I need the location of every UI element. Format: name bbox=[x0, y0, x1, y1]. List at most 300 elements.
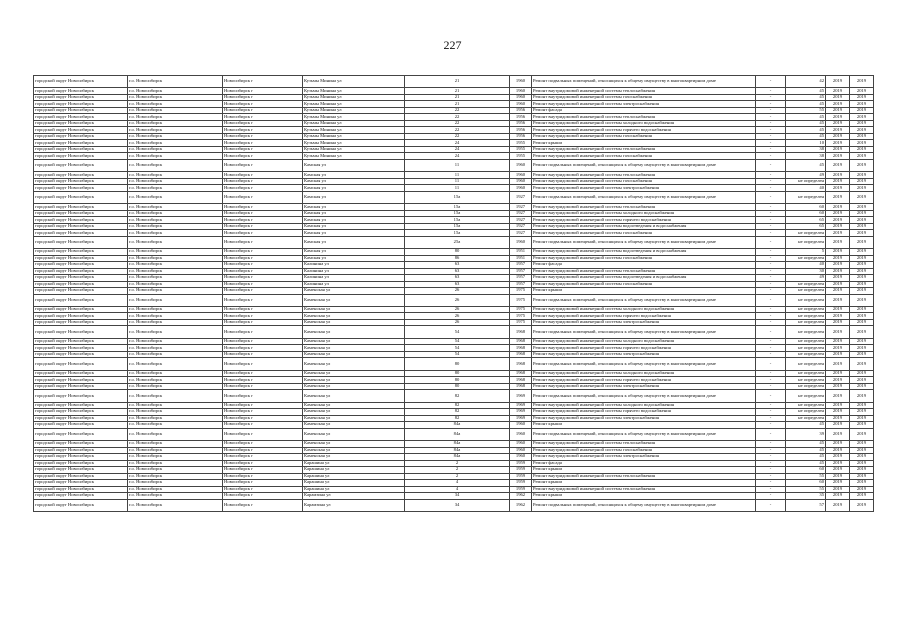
work-type-cell: Ремонт внутридомовой инженерной системы водоотведения и водоснабжения bbox=[532, 249, 756, 256]
table-row bbox=[34, 76, 874, 88]
municipality-cell: г.о. Новосибирск bbox=[128, 217, 223, 224]
city-cell: Новосибирск г bbox=[223, 114, 303, 121]
dash-cell: - bbox=[756, 76, 786, 88]
municipality-cell: г.о. Новосибирск bbox=[128, 486, 223, 493]
city-cell: Новосибирск г bbox=[223, 120, 303, 127]
municipality-cell: г.о. Новосибирск bbox=[128, 351, 223, 358]
municipality-cell: г.о. Новосибирск bbox=[128, 370, 223, 377]
street-cell: Карамзина ул bbox=[303, 499, 405, 511]
dash-cell: - bbox=[756, 153, 786, 160]
dash-cell: - bbox=[756, 223, 786, 230]
house-number-cell: 80 bbox=[405, 249, 510, 256]
street-cell: Каменская ул bbox=[303, 306, 405, 313]
dash-cell: - bbox=[756, 281, 786, 288]
cost-cell: 45 bbox=[786, 447, 826, 454]
cost-cell: 40 bbox=[786, 185, 826, 192]
municipality-cell: г.о. Новосибирск bbox=[128, 88, 223, 95]
plan-year-start-cell: 2019 bbox=[826, 288, 850, 295]
municipality-cell: г.о. Новосибирск bbox=[128, 281, 223, 288]
work-type-cell: Ремонт внутридомовой инженерной системы теплоснабжения bbox=[532, 268, 756, 275]
dash-cell: - bbox=[756, 306, 786, 313]
district-cell: городской округ Новосибирск bbox=[34, 351, 128, 358]
plan-year-end-cell: 2019 bbox=[850, 493, 874, 500]
cost-cell: 60 bbox=[786, 480, 826, 487]
cost-cell: 55 bbox=[786, 486, 826, 493]
street-cell: Кузьмы Минина ул bbox=[303, 127, 405, 134]
cost-cell: 42 bbox=[786, 76, 826, 88]
house-number-cell: 54 bbox=[405, 345, 510, 352]
house-number-cell: 24 bbox=[405, 140, 510, 147]
cost-cell: не определен bbox=[786, 313, 826, 320]
year-built-cell: 1960 bbox=[510, 236, 532, 248]
house-number-cell: 11 bbox=[405, 172, 510, 179]
street-cell: Калинина ул bbox=[303, 268, 405, 275]
dash-cell: - bbox=[756, 178, 786, 185]
house-number-cell: 21 bbox=[405, 76, 510, 88]
plan-year-start-cell: 2019 bbox=[826, 178, 850, 185]
dash-cell: - bbox=[756, 338, 786, 345]
municipality-cell: г.о. Новосибирск bbox=[128, 326, 223, 338]
city-cell: Новосибирск г bbox=[223, 493, 303, 500]
street-cell: Кузьмы Минина ул bbox=[303, 133, 405, 140]
work-type-cell: Ремонт подвальных помещений, относящихся к общему имуществу в многоквартирном доме bbox=[532, 294, 756, 306]
year-built-cell: 1927 bbox=[510, 191, 532, 203]
work-type-cell: Ремонт внутридомовой инженерной системы электроснабжения bbox=[532, 415, 756, 422]
plan-year-end-cell: 2019 bbox=[850, 107, 874, 114]
district-cell: городской округ Новосибирск bbox=[34, 255, 128, 262]
cost-cell: 60 bbox=[786, 210, 826, 217]
city-cell: Новосибирск г bbox=[223, 377, 303, 384]
plan-year-start-cell: 2019 bbox=[826, 94, 850, 101]
work-type-cell: Ремонт подвальных помещений, относящихся к общему имуществу в многоквартирном доме bbox=[532, 236, 756, 248]
cost-cell: не определен bbox=[786, 338, 826, 345]
city-cell: Новосибирск г bbox=[223, 140, 303, 147]
street-cell: Кузьмы Минина ул bbox=[303, 153, 405, 160]
municipality-cell: г.о. Новосибирск bbox=[128, 338, 223, 345]
city-cell: Новосибирск г bbox=[223, 204, 303, 211]
plan-year-start-cell: 2019 bbox=[826, 146, 850, 153]
city-cell: Новосибирск г bbox=[223, 422, 303, 429]
cost-cell: 45 bbox=[786, 441, 826, 448]
plan-year-start-cell: 2019 bbox=[826, 223, 850, 230]
municipality-cell: г.о. Новосибирск bbox=[128, 230, 223, 237]
dash-cell: - bbox=[756, 114, 786, 121]
dash-cell: - bbox=[756, 493, 786, 500]
house-number-cell: 63 bbox=[405, 281, 510, 288]
municipality-cell: г.о. Новосибирск bbox=[128, 268, 223, 275]
street-cell: Каменская ул bbox=[303, 415, 405, 422]
municipality-cell: г.о. Новосибирск bbox=[128, 262, 223, 269]
work-type-cell: Ремонт фасада bbox=[532, 107, 756, 114]
district-cell: городской округ Новосибирск bbox=[34, 249, 128, 256]
work-type-cell: Ремонт внутридомовой инженерной системы горячего водоснабжения bbox=[532, 217, 756, 224]
street-cell: Калинина ул bbox=[303, 262, 405, 269]
plan-year-start-cell: 2019 bbox=[826, 467, 850, 474]
house-number-cell: 34 bbox=[405, 499, 510, 511]
cost-cell: не определен bbox=[786, 345, 826, 352]
year-built-cell: 1960 bbox=[510, 172, 532, 179]
city-cell: Новосибирск г bbox=[223, 281, 303, 288]
plan-year-end-cell: 2019 bbox=[850, 345, 874, 352]
district-cell: городской округ Новосибирск bbox=[34, 101, 128, 108]
work-type-cell: Ремонт подвальных помещений, относящихся к общему имуществу в многоквартирном доме bbox=[532, 159, 756, 171]
house-number-cell: 15а bbox=[405, 191, 510, 203]
plan-year-end-cell: 2019 bbox=[850, 441, 874, 448]
work-type-cell: Ремонт внутридомовой инженерной системы холодного водоснабжения bbox=[532, 402, 756, 409]
plan-year-start-cell: 2019 bbox=[826, 159, 850, 171]
city-cell: Новосибирск г bbox=[223, 217, 303, 224]
plan-year-start-cell: 2019 bbox=[826, 230, 850, 237]
cost-cell: 45 bbox=[786, 127, 826, 134]
year-built-cell: 1968 bbox=[510, 338, 532, 345]
work-type-cell: Ремонт внутридомовой инженерной системы газоснабжения bbox=[532, 133, 756, 140]
district-cell: городской округ Новосибирск bbox=[34, 390, 128, 402]
street-cell: Кузьмы Минина ул bbox=[303, 88, 405, 95]
district-cell: городской округ Новосибирск bbox=[34, 415, 128, 422]
cost-cell: 45 bbox=[786, 88, 826, 95]
municipality-cell: г.о. Новосибирск bbox=[128, 415, 223, 422]
district-cell: городской округ Новосибирск bbox=[34, 210, 128, 217]
dash-cell: - bbox=[756, 467, 786, 474]
city-cell: Новосибирск г bbox=[223, 351, 303, 358]
cost-cell: не определен bbox=[786, 294, 826, 306]
municipality-cell: г.о. Новосибирск bbox=[128, 127, 223, 134]
plan-year-end-cell: 2019 bbox=[850, 351, 874, 358]
work-type-cell: Ремонт крыши bbox=[532, 288, 756, 295]
plan-year-end-cell: 2019 bbox=[850, 447, 874, 454]
year-built-cell: 1975 bbox=[510, 306, 532, 313]
plan-year-start-cell: 2019 bbox=[826, 133, 850, 140]
plan-year-start-cell: 2019 bbox=[826, 402, 850, 409]
cost-cell: не определен bbox=[786, 390, 826, 402]
house-number-cell: 34 bbox=[405, 493, 510, 500]
cost-cell: 65 bbox=[786, 223, 826, 230]
work-type-cell: Ремонт внутридомовой инженерной системы холодного водоснабжения bbox=[532, 210, 756, 217]
capital-repair-table bbox=[33, 75, 874, 512]
street-cell: Каменская ул bbox=[303, 358, 405, 370]
plan-year-end-cell: 2019 bbox=[850, 133, 874, 140]
house-number-cell: 84а bbox=[405, 447, 510, 454]
district-cell: городской округ Новосибирск bbox=[34, 313, 128, 320]
year-built-cell: 1955 bbox=[510, 140, 532, 147]
work-type-cell: Ремонт подвальных помещений, относящихся к общему имуществу в многоквартирном доме bbox=[532, 428, 756, 440]
year-built-cell: 1960 bbox=[510, 88, 532, 95]
dash-cell: - bbox=[756, 390, 786, 402]
plan-year-start-cell: 2019 bbox=[826, 460, 850, 467]
city-cell: Новосибирск г bbox=[223, 191, 303, 203]
municipality-cell: г.о. Новосибирск bbox=[128, 467, 223, 474]
plan-year-end-cell: 2019 bbox=[850, 101, 874, 108]
plan-year-start-cell: 2019 bbox=[826, 217, 850, 224]
city-cell: Новосибирск г bbox=[223, 338, 303, 345]
house-number-cell: 26 bbox=[405, 294, 510, 306]
street-cell: Камская ул bbox=[303, 159, 405, 171]
cost-cell: 38 bbox=[786, 153, 826, 160]
year-built-cell: 1962 bbox=[510, 499, 532, 511]
municipality-cell: г.о. Новосибирск bbox=[128, 409, 223, 416]
dash-cell: - bbox=[756, 288, 786, 295]
plan-year-start-cell: 2019 bbox=[826, 107, 850, 114]
house-number-cell: 22 bbox=[405, 133, 510, 140]
district-cell: городской округ Новосибирск bbox=[34, 402, 128, 409]
municipality-cell: г.о. Новосибирск bbox=[128, 107, 223, 114]
year-built-cell: 1975 bbox=[510, 288, 532, 295]
district-cell: городской округ Новосибирск bbox=[34, 159, 128, 171]
plan-year-end-cell: 2019 bbox=[850, 94, 874, 101]
cost-cell: 45 bbox=[786, 94, 826, 101]
plan-year-start-cell: 2019 bbox=[826, 262, 850, 269]
plan-year-start-cell: 2019 bbox=[826, 88, 850, 95]
city-cell: Новосибирск г bbox=[223, 345, 303, 352]
house-number-cell: 2 bbox=[405, 467, 510, 474]
dash-cell: - bbox=[756, 319, 786, 326]
district-cell: городской округ Новосибирск bbox=[34, 338, 128, 345]
dash-cell: - bbox=[756, 217, 786, 224]
plan-year-start-cell: 2019 bbox=[826, 101, 850, 108]
cost-cell: не определен bbox=[786, 409, 826, 416]
plan-year-end-cell: 2019 bbox=[850, 383, 874, 390]
street-cell: Каменская ул bbox=[303, 313, 405, 320]
cost-cell: не определен bbox=[786, 255, 826, 262]
year-built-cell: 1969 bbox=[510, 409, 532, 416]
work-type-cell: Ремонт внутридомовой инженерной системы водоотведения и водоснабжения bbox=[532, 223, 756, 230]
municipality-cell: г.о. Новосибирск bbox=[128, 428, 223, 440]
municipality-cell: г.о. Новосибирск bbox=[128, 288, 223, 295]
cost-cell: 35 bbox=[786, 493, 826, 500]
work-type-cell: Ремонт подвальных помещений, относящихся к общему имуществу в многоквартирном доме bbox=[532, 499, 756, 511]
street-cell: Камская ул bbox=[303, 236, 405, 248]
plan-year-start-cell: 2019 bbox=[826, 319, 850, 326]
street-cell: Карашина ул bbox=[303, 467, 405, 474]
plan-year-end-cell: 2019 bbox=[850, 319, 874, 326]
dash-cell: - bbox=[756, 185, 786, 192]
district-cell: городской округ Новосибирск bbox=[34, 140, 128, 147]
work-type-cell: Ремонт подвальных помещений, относящихся к общему имуществу в многоквартирном доме bbox=[532, 326, 756, 338]
plan-year-end-cell: 2019 bbox=[850, 172, 874, 179]
house-number-cell: 86 bbox=[405, 255, 510, 262]
work-type-cell: Ремонт подвальных помещений, относящихся к общему имуществу в многоквартирном доме bbox=[532, 390, 756, 402]
district-cell: городской округ Новосибирск bbox=[34, 275, 128, 282]
street-cell: Камская ул bbox=[303, 210, 405, 217]
cost-cell: не определен bbox=[786, 236, 826, 248]
dash-cell: - bbox=[756, 159, 786, 171]
house-number-cell: 15а bbox=[405, 217, 510, 224]
street-cell: Карашина ул bbox=[303, 460, 405, 467]
street-cell: Камская ул bbox=[303, 185, 405, 192]
work-type-cell: Ремонт подвальных помещений, относящихся к общему имуществу в многоквартирном доме bbox=[532, 358, 756, 370]
city-cell: Новосибирск г bbox=[223, 313, 303, 320]
cost-cell: не определен bbox=[786, 358, 826, 370]
street-cell: Карашина ул bbox=[303, 486, 405, 493]
dash-cell: - bbox=[756, 120, 786, 127]
street-cell: Каменская ул bbox=[303, 409, 405, 416]
house-number-cell: 82 bbox=[405, 402, 510, 409]
plan-year-end-cell: 2019 bbox=[850, 499, 874, 511]
street-cell: Кузьмы Минина ул bbox=[303, 101, 405, 108]
cost-cell: 45 bbox=[786, 422, 826, 429]
street-cell: Камская ул bbox=[303, 223, 405, 230]
plan-year-end-cell: 2019 bbox=[850, 377, 874, 384]
cost-cell: не определен bbox=[786, 281, 826, 288]
house-number-cell: 63 bbox=[405, 268, 510, 275]
plan-year-start-cell: 2019 bbox=[826, 486, 850, 493]
year-built-cell: 1951 bbox=[510, 249, 532, 256]
district-cell: городской округ Новосибирск bbox=[34, 217, 128, 224]
cost-cell: не определен bbox=[786, 191, 826, 203]
plan-year-end-cell: 2019 bbox=[850, 236, 874, 248]
plan-year-start-cell: 2019 bbox=[826, 140, 850, 147]
house-number-cell: 26 bbox=[405, 319, 510, 326]
year-built-cell: 1969 bbox=[510, 415, 532, 422]
dash-cell: - bbox=[756, 255, 786, 262]
city-cell: Новосибирск г bbox=[223, 326, 303, 338]
year-built-cell: 1927 bbox=[510, 223, 532, 230]
city-cell: Новосибирск г bbox=[223, 133, 303, 140]
city-cell: Новосибирск г bbox=[223, 390, 303, 402]
year-built-cell: 1968 bbox=[510, 383, 532, 390]
house-number-cell: 11 bbox=[405, 178, 510, 185]
dash-cell: - bbox=[756, 402, 786, 409]
plan-year-start-cell: 2019 bbox=[826, 172, 850, 179]
dash-cell: - bbox=[756, 480, 786, 487]
municipality-cell: г.о. Новосибирск bbox=[128, 306, 223, 313]
plan-year-start-cell: 2019 bbox=[826, 338, 850, 345]
plan-year-start-cell: 2019 bbox=[826, 153, 850, 160]
dash-cell: - bbox=[756, 146, 786, 153]
district-cell: городской округ Новосибирск bbox=[34, 358, 128, 370]
year-built-cell: 1960 bbox=[510, 428, 532, 440]
work-type-cell: Ремонт внутридомовой инженерной системы горячего водоснабжения bbox=[532, 127, 756, 134]
work-type-cell: Ремонт внутридомовой инженерной системы теплоснабжения bbox=[532, 204, 756, 211]
plan-year-end-cell: 2019 bbox=[850, 326, 874, 338]
cost-cell: не определен bbox=[786, 306, 826, 313]
district-cell: городской округ Новосибирск bbox=[34, 133, 128, 140]
year-built-cell: 1956 bbox=[510, 120, 532, 127]
district-cell: городской округ Новосибирск bbox=[34, 422, 128, 429]
city-cell: Новосибирск г bbox=[223, 409, 303, 416]
year-built-cell: 1927 bbox=[510, 210, 532, 217]
city-cell: Новосибирск г bbox=[223, 454, 303, 461]
municipality-cell: г.о. Новосибирск bbox=[128, 383, 223, 390]
cost-cell: не определен bbox=[786, 415, 826, 422]
dash-cell: - bbox=[756, 441, 786, 448]
house-number-cell: 25а bbox=[405, 236, 510, 248]
table-body bbox=[34, 76, 874, 512]
city-cell: Новосибирск г bbox=[223, 383, 303, 390]
street-cell: Камская ул bbox=[303, 204, 405, 211]
street-cell: Каменская ул bbox=[303, 447, 405, 454]
city-cell: Новосибирск г bbox=[223, 101, 303, 108]
district-cell: городской округ Новосибирск bbox=[34, 191, 128, 203]
plan-year-end-cell: 2019 bbox=[850, 428, 874, 440]
city-cell: Новосибирск г bbox=[223, 486, 303, 493]
year-built-cell: 1968 bbox=[510, 370, 532, 377]
street-cell: Кузьмы Минина ул bbox=[303, 114, 405, 121]
plan-year-start-cell: 2019 bbox=[826, 185, 850, 192]
municipality-cell: г.о. Новосибирск bbox=[128, 480, 223, 487]
district-cell: городской округ Новосибирск bbox=[34, 153, 128, 160]
district-cell: городской округ Новосибирск bbox=[34, 447, 128, 454]
street-cell: Камская ул bbox=[303, 255, 405, 262]
dash-cell: - bbox=[756, 191, 786, 203]
year-built-cell: 1960 bbox=[510, 159, 532, 171]
street-cell: Камская ул bbox=[303, 249, 405, 256]
cost-cell: 45 bbox=[786, 114, 826, 121]
year-built-cell: 1957 bbox=[510, 262, 532, 269]
plan-year-start-cell: 2019 bbox=[826, 268, 850, 275]
city-cell: Новосибирск г bbox=[223, 159, 303, 171]
plan-year-end-cell: 2019 bbox=[850, 480, 874, 487]
city-cell: Новосибирск г bbox=[223, 210, 303, 217]
city-cell: Новосибирск г bbox=[223, 255, 303, 262]
house-number-cell: 2 bbox=[405, 473, 510, 480]
district-cell: городской округ Новосибирск bbox=[34, 268, 128, 275]
house-number-cell: 80 bbox=[405, 383, 510, 390]
dash-cell: - bbox=[756, 94, 786, 101]
plan-year-start-cell: 2019 bbox=[826, 114, 850, 121]
dash-cell: - bbox=[756, 370, 786, 377]
work-type-cell: Ремонт внутридомовой инженерной системы теплоснабжения bbox=[532, 146, 756, 153]
district-cell: городской округ Новосибирск bbox=[34, 204, 128, 211]
city-cell: Новосибирск г bbox=[223, 415, 303, 422]
district-cell: городской округ Новосибирск bbox=[34, 493, 128, 500]
street-cell: Каменская ул bbox=[303, 326, 405, 338]
municipality-cell: г.о. Новосибирск bbox=[128, 294, 223, 306]
city-cell: Новосибирск г bbox=[223, 428, 303, 440]
dash-cell: - bbox=[756, 499, 786, 511]
year-built-cell: 1951 bbox=[510, 255, 532, 262]
table-row bbox=[34, 159, 874, 171]
street-cell: Карашина ул bbox=[303, 480, 405, 487]
plan-year-end-cell: 2019 bbox=[850, 76, 874, 88]
dash-cell: - bbox=[756, 230, 786, 237]
city-cell: Новосибирск г bbox=[223, 370, 303, 377]
year-built-cell: 1969 bbox=[510, 402, 532, 409]
municipality-cell: г.о. Новосибирск bbox=[128, 76, 223, 88]
plan-year-start-cell: 2019 bbox=[826, 409, 850, 416]
year-built-cell: 1968 bbox=[510, 351, 532, 358]
municipality-cell: г.о. Новосибирск bbox=[128, 377, 223, 384]
district-cell: городской округ Новосибирск bbox=[34, 428, 128, 440]
municipality-cell: г.о. Новосибирск bbox=[128, 114, 223, 121]
plan-year-end-cell: 2019 bbox=[850, 338, 874, 345]
house-number-cell: 82 bbox=[405, 415, 510, 422]
plan-year-start-cell: 2019 bbox=[826, 499, 850, 511]
work-type-cell: Ремонт внутридомовой инженерной системы теплоснабжения bbox=[532, 441, 756, 448]
plan-year-start-cell: 2019 bbox=[826, 255, 850, 262]
dash-cell: - bbox=[756, 210, 786, 217]
house-number-cell: 22 bbox=[405, 127, 510, 134]
district-cell: городской округ Новосибирск bbox=[34, 76, 128, 88]
house-number-cell: 4 bbox=[405, 480, 510, 487]
city-cell: Новосибирск г bbox=[223, 306, 303, 313]
work-type-cell: Ремонт внутридомовой инженерной системы газоснабжения bbox=[532, 230, 756, 237]
district-cell: городской округ Новосибирск bbox=[34, 454, 128, 461]
cost-cell: 5 bbox=[786, 249, 826, 256]
street-cell: Калинина ул bbox=[303, 275, 405, 282]
house-number-cell: 63 bbox=[405, 275, 510, 282]
work-type-cell: Ремонт подвальных помещений, относящихся к общему имуществу в многоквартирном доме bbox=[532, 76, 756, 88]
cost-cell: 57 bbox=[786, 499, 826, 511]
year-built-cell: 1959 bbox=[510, 486, 532, 493]
district-cell: городской округ Новосибирск bbox=[34, 409, 128, 416]
work-type-cell: Ремонт внутридомовой инженерной системы водоотведения и водоснабжения bbox=[532, 275, 756, 282]
dash-cell: - bbox=[756, 409, 786, 416]
plan-year-end-cell: 2019 bbox=[850, 140, 874, 147]
plan-year-end-cell: 2019 bbox=[850, 313, 874, 320]
year-built-cell: 1959 bbox=[510, 467, 532, 474]
street-cell: Камская ул bbox=[303, 178, 405, 185]
